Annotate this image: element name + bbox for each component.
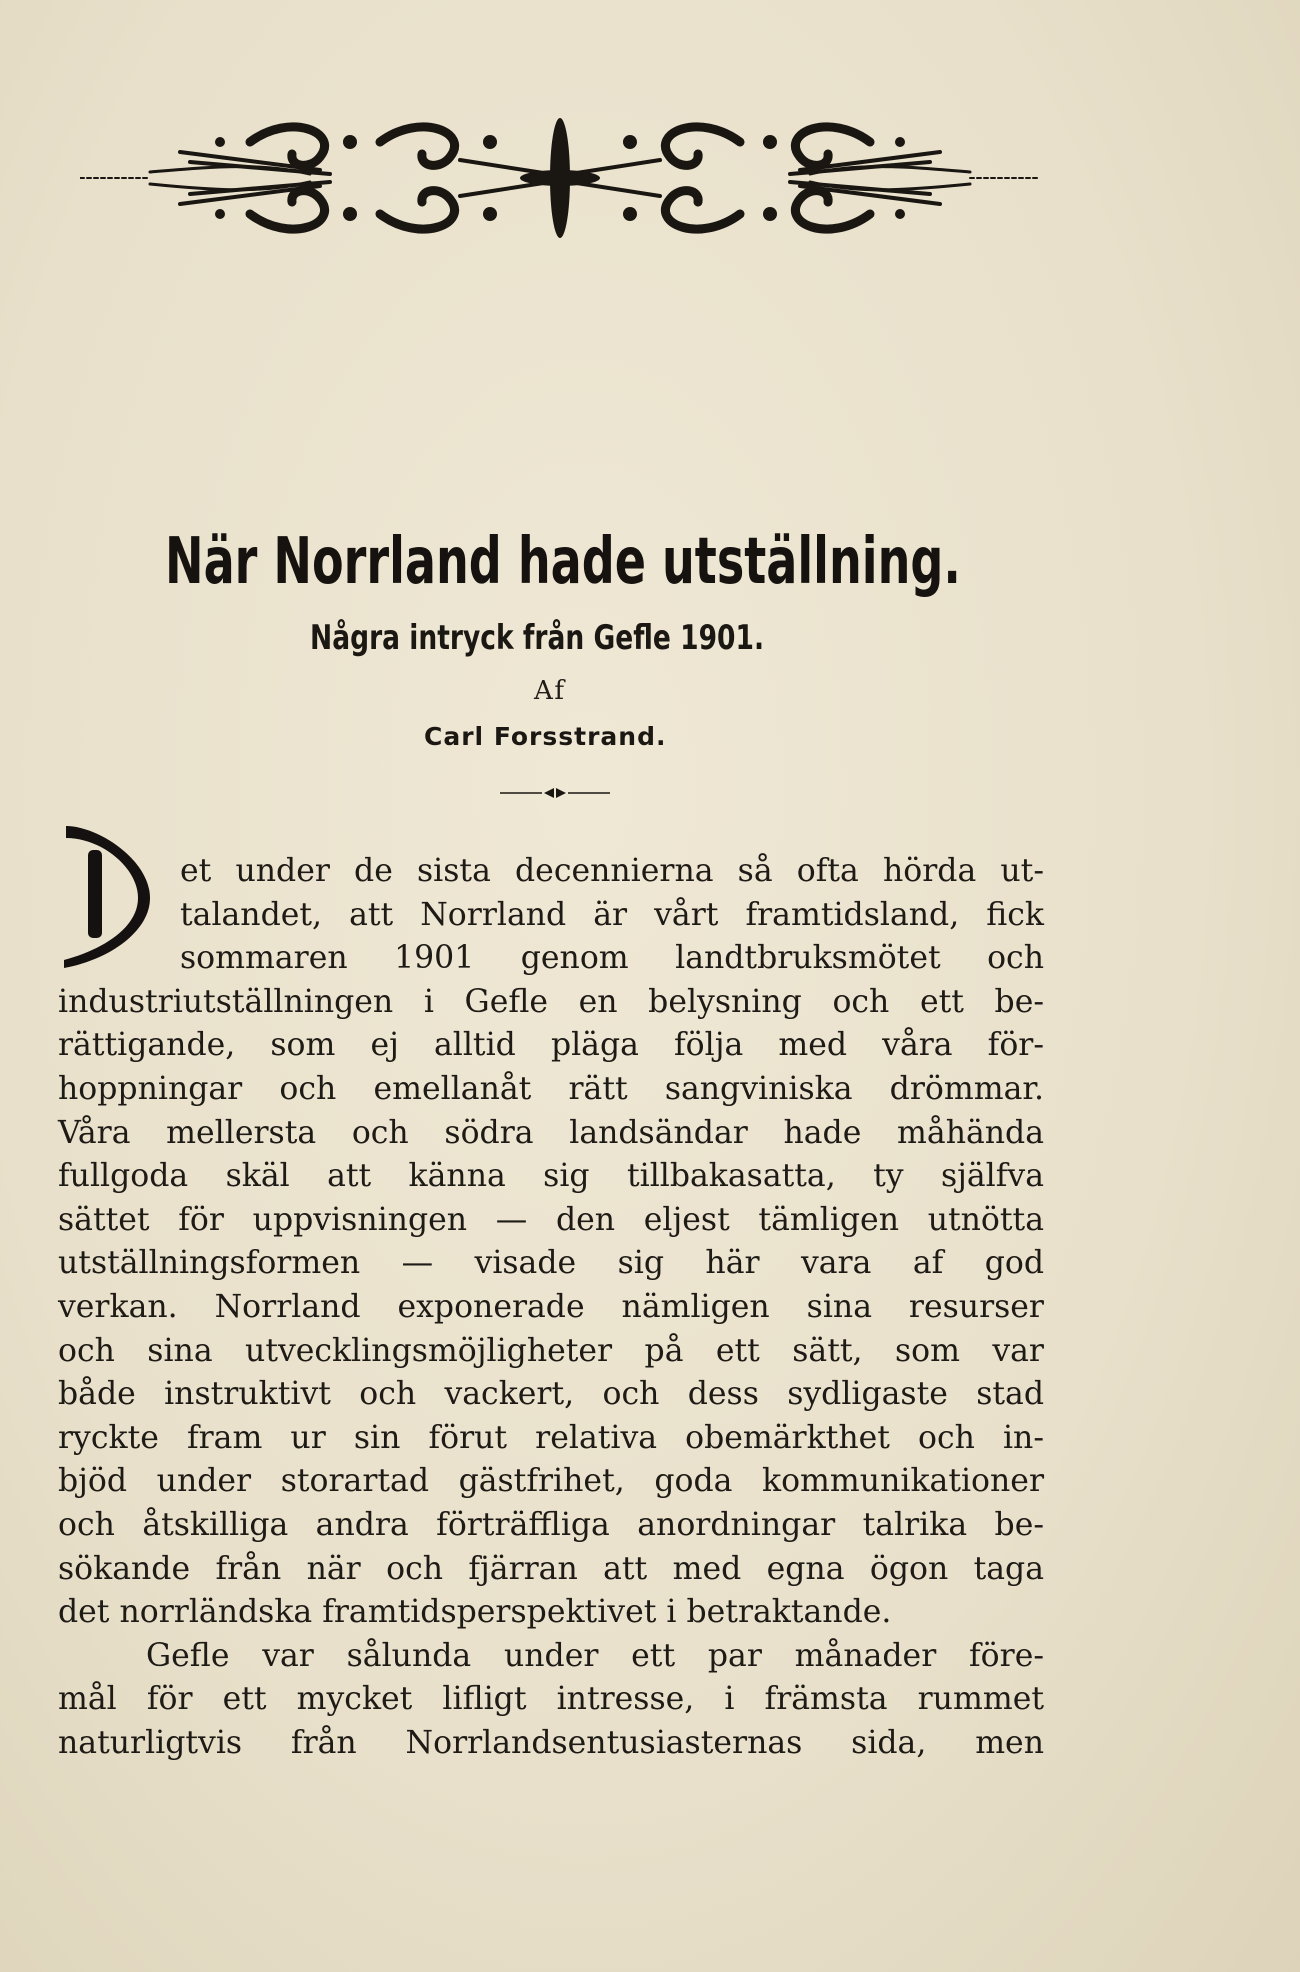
- text-line: industriutställningen i Gefle en belysning och ett be-: [58, 983, 1044, 1020]
- text-line: ryckte fram ur sin förut relativa obemärkthet och in-: [58, 1419, 1044, 1456]
- text-line: et under de sista decennierna så ofta hörda ut-: [180, 853, 1044, 889]
- text-line: sökande från när och fjärran att med egna ögon taga: [58, 1550, 1044, 1587]
- text-line: bjöd under storartad gästfrihet, goda kommunikationer: [58, 1463, 1044, 1500]
- paragraph-2: [58, 1635, 1044, 1766]
- small-rule-divider: [500, 786, 610, 800]
- paragraph-1: [58, 850, 1044, 1635]
- text-line: hoppningar och emellanåt rätt sangviniska drömmar.: [58, 1070, 1044, 1107]
- text-line: Gefle var sålunda under ett par månader före-: [146, 1637, 1044, 1674]
- text-line: sättet för uppvisningen — den eljest tämligen utnötta: [58, 1201, 1044, 1238]
- byline-prefix: Af: [534, 676, 566, 706]
- text-line: och åtskilliga andra förträffliga anordningar talrika be-: [58, 1506, 1044, 1543]
- text-line: och sina utvecklingsmöjligheter på ett sätt, som var: [58, 1332, 1044, 1369]
- text-line: både instruktivt och vackert, och dess sydligaste stad: [58, 1376, 1044, 1413]
- text-line: naturligtvis från Norrlandsentusiasternas sida, men: [58, 1724, 1044, 1761]
- text-line: utställningsformen — visade sig här vara af god: [58, 1245, 1044, 1282]
- text-line: sommaren 1901 genom landtbruksmötet och: [180, 940, 1044, 977]
- article-title: När Norrland hade utställning.: [165, 525, 961, 599]
- article-body: [58, 850, 1044, 1765]
- text-line: rättigande, som ej alltid pläga följa med våra för-: [58, 1027, 1044, 1064]
- text-line: talandet, att Norrland är vårt framtidsland, fick: [180, 896, 1044, 933]
- text-line: det norrländska framtidsperspektivet i betraktande.: [58, 1594, 892, 1631]
- floral-headpiece-ornament: [80, 112, 1040, 244]
- text-line: verkan. Norrland exponerade nämligen sina resurser: [58, 1288, 1044, 1325]
- text-line: mål för ett mycket lifligt intresse, i främsta rummet: [58, 1681, 1044, 1718]
- text-line: Våra mellersta och södra landsändar hade måhända: [58, 1114, 1044, 1151]
- article-subtitle: Några intryck från Gefle 1901.: [310, 618, 765, 658]
- author-name: Carl Forsstrand.: [424, 722, 667, 751]
- text-line: fullgoda skäl att känna sig tillbakasatta, ty själfva: [58, 1158, 1044, 1195]
